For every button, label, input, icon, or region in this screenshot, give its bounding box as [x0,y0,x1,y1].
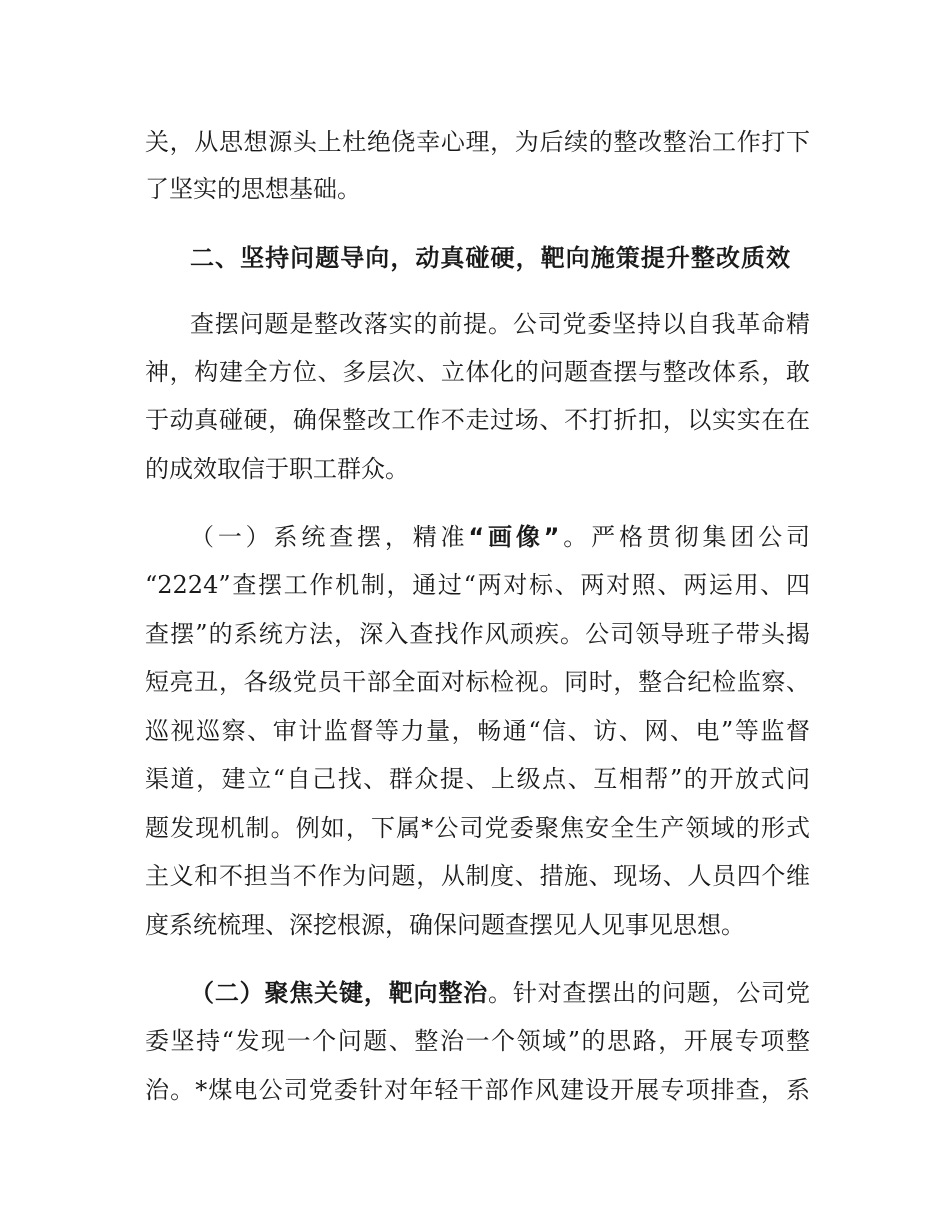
subsection-1-lead [190,522,810,552]
section-para-line: 的成效取信于职工群众。 [145,455,409,483]
section-para-line: 查摆问题是整改落实的前提。公司党委坚持以自我革命精 [190,310,810,338]
intro-line-2: 了坚实的思想基础。 [145,175,361,203]
subsection-1-line: 巡视巡察、审计监督等力量，畅通“信、访、网、电”等监督 [145,717,810,745]
subsection-1-line: 渠道，建立“自己找、群众提、上级点、互相帮”的开放式问 [145,765,810,793]
section-para-line: 于动真碰硬，确保整改工作不走过场、不打折扣，以实实在在 [145,406,810,434]
subsection-1-line: 查摆”的系统方法，深入查找作风顽疾。公司领导班子带头揭 [145,620,810,648]
subsection-2-line: 委坚持“发现一个问题、整治一个领域”的思路，开展专项整 [145,1027,810,1055]
subsection-1-line: 主义和不担当不作为问题，从制度、措施、现场、人员四个维 [145,862,810,890]
subsection-1-line: 题发现机制。例如，下属*公司党委聚焦安全生产领域的形式 [145,814,810,842]
subsection-1-line: 短亮丑，各级党员干部全面对标检视。同时，整合纪检监察、 [145,668,810,696]
subsection-1-line: 度系统梳理、深挖根源，确保问题查摆见人见事见思想。 [145,911,745,939]
subsection-2-bold: （二）聚焦关键，靶向整治 [190,979,488,1007]
subsection-1-prefix: （一）系统查摆，精准 [190,523,469,551]
subsection-1-line: “2224”查摆工作机制，通过“两对标、两对照、两运用、四 [145,571,810,599]
subsection-1-bold: “画像” [468,523,560,551]
subsection-2-line: 治。*煤电公司党委针对年轻干部作风建设开展专项排查，系 [145,1076,810,1104]
intro-line-1: 关，从思想源头上杜绝侥幸心理，为后续的整改整治工作打下 [145,128,810,156]
subsection-1-rest: 。严格贯彻集团公司 [559,523,811,551]
section-para-line: 神，构建全方位、多层次、立体化的问题查摆与整改体系，敢 [145,358,810,386]
subsection-2-lead [190,978,810,1008]
subsection-2-rest: 。针对查摆出的问题，公司党 [488,979,810,1007]
section-heading: 二、坚持问题导向，动真碰硬，靶向施策提升整改质效 [190,244,790,272]
